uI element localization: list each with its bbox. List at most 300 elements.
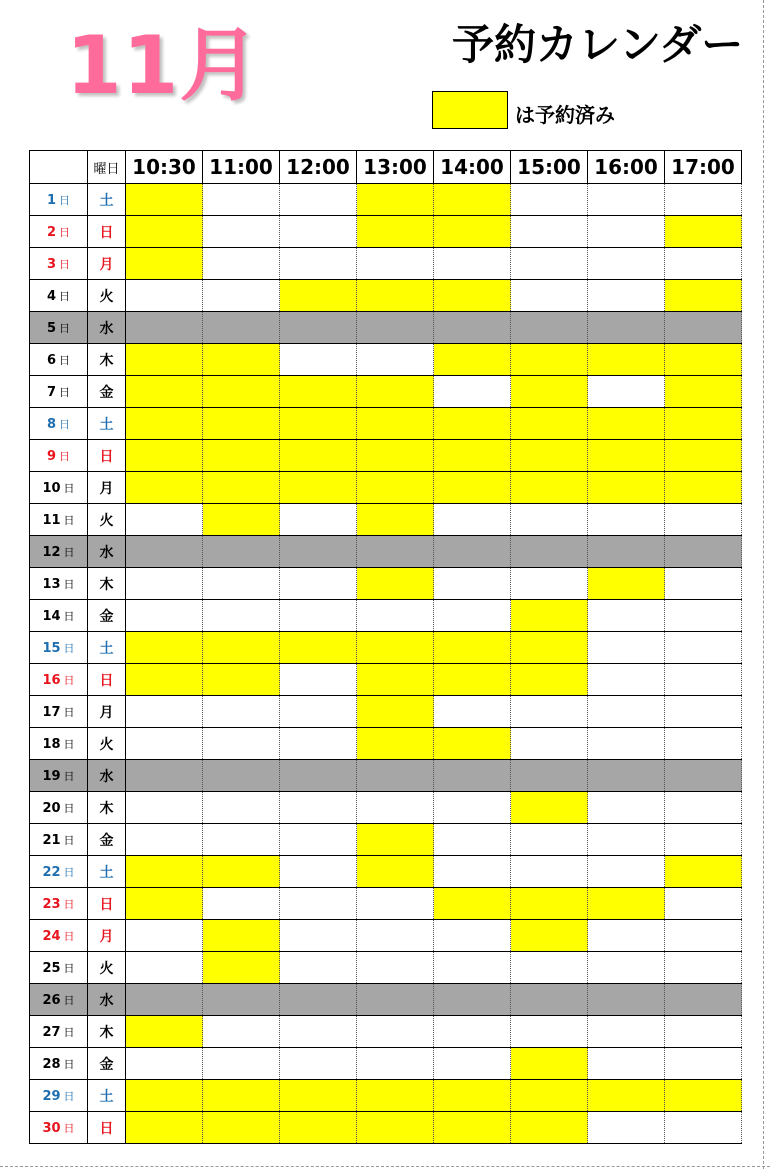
closed-slot	[588, 312, 665, 344]
open-slot	[126, 280, 203, 312]
date-number: 24	[42, 928, 61, 944]
date-cell	[30, 344, 88, 376]
booked-slot	[203, 856, 280, 888]
date-number: 9	[46, 448, 57, 464]
time-header: 17:00	[665, 151, 742, 184]
weekday-cell: 月	[88, 696, 126, 728]
date-suffix: 日	[63, 641, 75, 655]
date-number: 19	[42, 768, 61, 784]
date-number: 5	[46, 320, 57, 336]
open-slot	[203, 824, 280, 856]
booked-slot	[665, 280, 742, 312]
date-number: 16	[42, 672, 61, 688]
open-slot	[665, 568, 742, 600]
date-number: 8	[46, 416, 57, 432]
date-cell	[30, 376, 88, 408]
legend-booked-swatch	[432, 91, 508, 129]
month-heading: 11月	[66, 19, 261, 112]
date-suffix: 日	[59, 385, 71, 399]
date-number: 6	[46, 352, 57, 368]
open-slot	[665, 696, 742, 728]
open-slot	[588, 792, 665, 824]
closed-slot	[203, 536, 280, 568]
open-slot	[665, 184, 742, 216]
date-cell	[30, 216, 88, 248]
open-slot	[280, 696, 357, 728]
booked-slot	[203, 408, 280, 440]
weekday-cell: 水	[88, 312, 126, 344]
booked-slot	[511, 664, 588, 696]
date-cell	[30, 472, 88, 504]
weekday-cell: 水	[88, 984, 126, 1016]
open-slot	[665, 952, 742, 984]
booked-slot	[434, 408, 511, 440]
open-slot	[280, 728, 357, 760]
weekday-cell: 木	[88, 568, 126, 600]
header-row	[30, 151, 742, 184]
open-slot	[511, 728, 588, 760]
open-slot	[357, 792, 434, 824]
date-suffix: 日	[63, 545, 75, 559]
booked-slot	[665, 440, 742, 472]
booked-slot	[357, 728, 434, 760]
open-slot	[665, 632, 742, 664]
closed-slot	[280, 984, 357, 1016]
open-slot	[280, 1016, 357, 1048]
time-header: 16:00	[588, 151, 665, 184]
open-slot	[126, 920, 203, 952]
open-slot	[588, 280, 665, 312]
date-cell	[30, 1080, 88, 1112]
booked-slot	[357, 824, 434, 856]
date-number: 7	[46, 384, 57, 400]
closed-slot	[434, 536, 511, 568]
date-suffix: 日	[63, 961, 75, 975]
day-row	[30, 504, 742, 536]
day-row	[30, 792, 742, 824]
legend-booked-label: は予約済み	[515, 103, 615, 127]
open-slot	[126, 824, 203, 856]
weekday-cell: 火	[88, 728, 126, 760]
closed-slot	[665, 536, 742, 568]
time-header: 14:00	[434, 151, 511, 184]
day-row	[30, 472, 742, 504]
open-slot	[280, 184, 357, 216]
open-slot	[280, 568, 357, 600]
booked-slot	[126, 664, 203, 696]
booked-slot	[126, 344, 203, 376]
date-suffix: 日	[59, 225, 71, 239]
day-row	[30, 184, 742, 216]
date-cell	[30, 792, 88, 824]
closed-slot	[434, 984, 511, 1016]
date-number: 12	[42, 544, 61, 560]
booked-slot	[434, 184, 511, 216]
weekday-cell: 日	[88, 216, 126, 248]
day-row	[30, 760, 742, 792]
booked-slot	[434, 280, 511, 312]
booked-slot	[126, 1112, 203, 1144]
date-suffix: 日	[59, 321, 71, 335]
open-slot	[665, 888, 742, 920]
closed-slot	[357, 984, 434, 1016]
closed-slot	[126, 312, 203, 344]
booked-slot	[434, 632, 511, 664]
open-slot	[126, 952, 203, 984]
booked-slot	[588, 1080, 665, 1112]
booked-slot	[665, 344, 742, 376]
open-slot	[434, 248, 511, 280]
weekday-cell: 土	[88, 184, 126, 216]
open-slot	[203, 888, 280, 920]
closed-slot	[511, 984, 588, 1016]
closed-slot	[665, 312, 742, 344]
booked-slot	[357, 856, 434, 888]
date-cell	[30, 504, 88, 536]
date-number: 26	[42, 992, 61, 1008]
time-header: 11:00	[203, 151, 280, 184]
booked-slot	[665, 1080, 742, 1112]
day-row	[30, 824, 742, 856]
open-slot	[203, 696, 280, 728]
open-slot	[511, 216, 588, 248]
page-edge-right	[763, 0, 764, 1169]
booked-slot	[511, 888, 588, 920]
date-cell	[30, 280, 88, 312]
closed-slot	[434, 760, 511, 792]
weekday-cell: 金	[88, 1048, 126, 1080]
date-suffix: 日	[63, 1025, 75, 1039]
open-slot	[126, 600, 203, 632]
open-slot	[280, 344, 357, 376]
closed-slot	[126, 984, 203, 1016]
open-slot	[280, 888, 357, 920]
booked-slot	[588, 888, 665, 920]
day-row	[30, 280, 742, 312]
booked-slot	[280, 472, 357, 504]
day-row	[30, 984, 742, 1016]
date-number: 21	[42, 832, 61, 848]
open-slot	[665, 920, 742, 952]
open-slot	[511, 1016, 588, 1048]
booked-slot	[434, 664, 511, 696]
booked-slot	[588, 408, 665, 440]
weekday-cell: 木	[88, 344, 126, 376]
booked-slot	[126, 216, 203, 248]
booked-slot	[280, 1080, 357, 1112]
open-slot	[280, 248, 357, 280]
booked-slot	[280, 1112, 357, 1144]
booked-slot	[357, 408, 434, 440]
date-cell	[30, 856, 88, 888]
booked-slot	[126, 1016, 203, 1048]
booked-slot	[511, 408, 588, 440]
open-slot	[126, 1048, 203, 1080]
booked-slot	[357, 1080, 434, 1112]
closed-slot	[280, 760, 357, 792]
closed-slot	[203, 760, 280, 792]
weekday-cell: 火	[88, 952, 126, 984]
date-number: 2	[46, 224, 57, 240]
weekday-cell: 火	[88, 280, 126, 312]
date-cell	[30, 184, 88, 216]
booked-slot	[511, 920, 588, 952]
date-cell	[30, 984, 88, 1016]
day-row	[30, 248, 742, 280]
date-suffix: 日	[63, 737, 75, 751]
date-suffix: 日	[63, 801, 75, 815]
booked-slot	[434, 888, 511, 920]
booked-slot	[511, 1080, 588, 1112]
booked-slot	[126, 856, 203, 888]
time-header: 13:00	[357, 151, 434, 184]
booked-slot	[357, 568, 434, 600]
open-slot	[280, 1048, 357, 1080]
closed-slot	[280, 536, 357, 568]
day-row	[30, 568, 742, 600]
day-row	[30, 856, 742, 888]
day-row	[30, 376, 742, 408]
booked-slot	[126, 1080, 203, 1112]
day-row	[30, 696, 742, 728]
date-cell	[30, 1048, 88, 1080]
closed-slot	[511, 760, 588, 792]
booked-slot	[665, 472, 742, 504]
open-slot	[511, 824, 588, 856]
booked-slot	[126, 248, 203, 280]
closed-slot	[280, 312, 357, 344]
open-slot	[665, 600, 742, 632]
open-slot	[357, 344, 434, 376]
date-cell	[30, 664, 88, 696]
weekday-cell: 金	[88, 376, 126, 408]
date-number: 30	[42, 1120, 61, 1136]
booked-slot	[357, 440, 434, 472]
date-cell	[30, 920, 88, 952]
booked-slot	[511, 632, 588, 664]
closed-slot	[511, 536, 588, 568]
booked-slot	[588, 472, 665, 504]
booked-slot	[511, 1112, 588, 1144]
open-slot	[665, 824, 742, 856]
booked-slot	[203, 1080, 280, 1112]
booked-slot	[665, 376, 742, 408]
booked-slot	[357, 1112, 434, 1144]
date-number: 13	[42, 576, 61, 592]
date-suffix: 日	[63, 609, 75, 623]
open-slot	[203, 1016, 280, 1048]
open-slot	[280, 920, 357, 952]
date-suffix: 日	[63, 705, 75, 719]
date-number: 28	[42, 1056, 61, 1072]
open-slot	[588, 1048, 665, 1080]
open-slot	[588, 216, 665, 248]
open-slot	[126, 728, 203, 760]
calendar-body	[30, 184, 742, 1144]
open-slot	[511, 568, 588, 600]
weekday-cell: 日	[88, 664, 126, 696]
booked-slot	[357, 664, 434, 696]
open-slot	[280, 952, 357, 984]
open-slot	[357, 1048, 434, 1080]
booked-slot	[511, 792, 588, 824]
date-number: 11	[42, 512, 61, 528]
open-slot	[280, 792, 357, 824]
weekday-cell: 土	[88, 1080, 126, 1112]
weekday-cell: 土	[88, 632, 126, 664]
booked-slot	[203, 376, 280, 408]
open-slot	[126, 792, 203, 824]
open-slot	[665, 248, 742, 280]
booked-slot	[280, 440, 357, 472]
date-number: 27	[42, 1024, 61, 1040]
closed-slot	[588, 984, 665, 1016]
date-suffix: 日	[59, 257, 71, 271]
booked-slot	[434, 344, 511, 376]
open-slot	[434, 792, 511, 824]
weekday-cell: 土	[88, 856, 126, 888]
booked-slot	[665, 408, 742, 440]
page-title: 予約カレンダー	[452, 20, 744, 69]
open-slot	[665, 1112, 742, 1144]
open-slot	[203, 184, 280, 216]
booked-slot	[665, 216, 742, 248]
booked-slot	[126, 888, 203, 920]
booked-slot	[203, 1112, 280, 1144]
day-row	[30, 632, 742, 664]
date-suffix: 日	[63, 769, 75, 783]
date-cell	[30, 568, 88, 600]
open-slot	[280, 856, 357, 888]
weekday-cell: 日	[88, 1112, 126, 1144]
open-slot	[280, 600, 357, 632]
open-slot	[588, 184, 665, 216]
date-cell	[30, 440, 88, 472]
open-slot	[357, 952, 434, 984]
booked-slot	[203, 344, 280, 376]
open-slot	[126, 696, 203, 728]
open-slot	[588, 952, 665, 984]
date-number: 10	[42, 480, 61, 496]
date-number: 20	[42, 800, 61, 816]
closed-slot	[434, 312, 511, 344]
open-slot	[434, 952, 511, 984]
day-row	[30, 216, 742, 248]
date-cell	[30, 824, 88, 856]
open-slot	[203, 280, 280, 312]
open-slot	[665, 792, 742, 824]
booked-slot	[588, 440, 665, 472]
day-row	[30, 1112, 742, 1144]
open-slot	[280, 824, 357, 856]
open-slot	[588, 1016, 665, 1048]
time-header: 12:00	[280, 151, 357, 184]
date-suffix: 日	[63, 513, 75, 527]
corner-cell	[30, 151, 88, 184]
weekday-cell: 水	[88, 536, 126, 568]
weekday-cell: 月	[88, 920, 126, 952]
booked-slot	[511, 440, 588, 472]
day-row	[30, 600, 742, 632]
booked-slot	[511, 376, 588, 408]
closed-slot	[357, 760, 434, 792]
time-header: 10:30	[126, 151, 203, 184]
booked-slot	[434, 440, 511, 472]
booked-slot	[588, 344, 665, 376]
day-row	[30, 888, 742, 920]
booked-slot	[126, 184, 203, 216]
day-row	[30, 536, 742, 568]
open-slot	[665, 1048, 742, 1080]
day-row	[30, 664, 742, 696]
date-suffix: 日	[59, 449, 71, 463]
day-row	[30, 1016, 742, 1048]
open-slot	[434, 600, 511, 632]
date-suffix: 日	[63, 865, 75, 879]
open-slot	[511, 504, 588, 536]
weekday-cell: 土	[88, 408, 126, 440]
booked-slot	[434, 472, 511, 504]
date-cell	[30, 952, 88, 984]
date-cell	[30, 888, 88, 920]
closed-slot	[203, 984, 280, 1016]
weekday-cell: 日	[88, 888, 126, 920]
date-cell	[30, 248, 88, 280]
open-slot	[665, 504, 742, 536]
open-slot	[434, 920, 511, 952]
date-cell	[30, 728, 88, 760]
weekday-cell: 月	[88, 472, 126, 504]
open-slot	[203, 216, 280, 248]
open-slot	[357, 600, 434, 632]
booked-slot	[357, 696, 434, 728]
open-slot	[665, 1016, 742, 1048]
open-slot	[434, 568, 511, 600]
open-slot	[434, 1048, 511, 1080]
booked-slot	[357, 632, 434, 664]
weekday-cell: 月	[88, 248, 126, 280]
open-slot	[588, 728, 665, 760]
date-number: 23	[42, 896, 61, 912]
date-cell	[30, 408, 88, 440]
date-suffix: 日	[63, 897, 75, 911]
open-slot	[434, 504, 511, 536]
booked-slot	[434, 216, 511, 248]
date-cell	[30, 760, 88, 792]
day-row	[30, 1080, 742, 1112]
weekday-cell: 火	[88, 504, 126, 536]
booked-slot	[357, 376, 434, 408]
booked-slot	[126, 376, 203, 408]
date-cell	[30, 600, 88, 632]
weekday-cell: 水	[88, 760, 126, 792]
booked-slot	[203, 440, 280, 472]
booked-slot	[203, 664, 280, 696]
booked-slot	[280, 376, 357, 408]
booked-slot	[357, 504, 434, 536]
open-slot	[126, 568, 203, 600]
date-suffix: 日	[59, 417, 71, 431]
closed-slot	[126, 536, 203, 568]
open-slot	[434, 1016, 511, 1048]
date-number: 29	[42, 1088, 61, 1104]
day-row	[30, 728, 742, 760]
weekday-cell: 金	[88, 600, 126, 632]
open-slot	[511, 248, 588, 280]
booked-slot	[357, 280, 434, 312]
open-slot	[357, 248, 434, 280]
booked-slot	[203, 920, 280, 952]
